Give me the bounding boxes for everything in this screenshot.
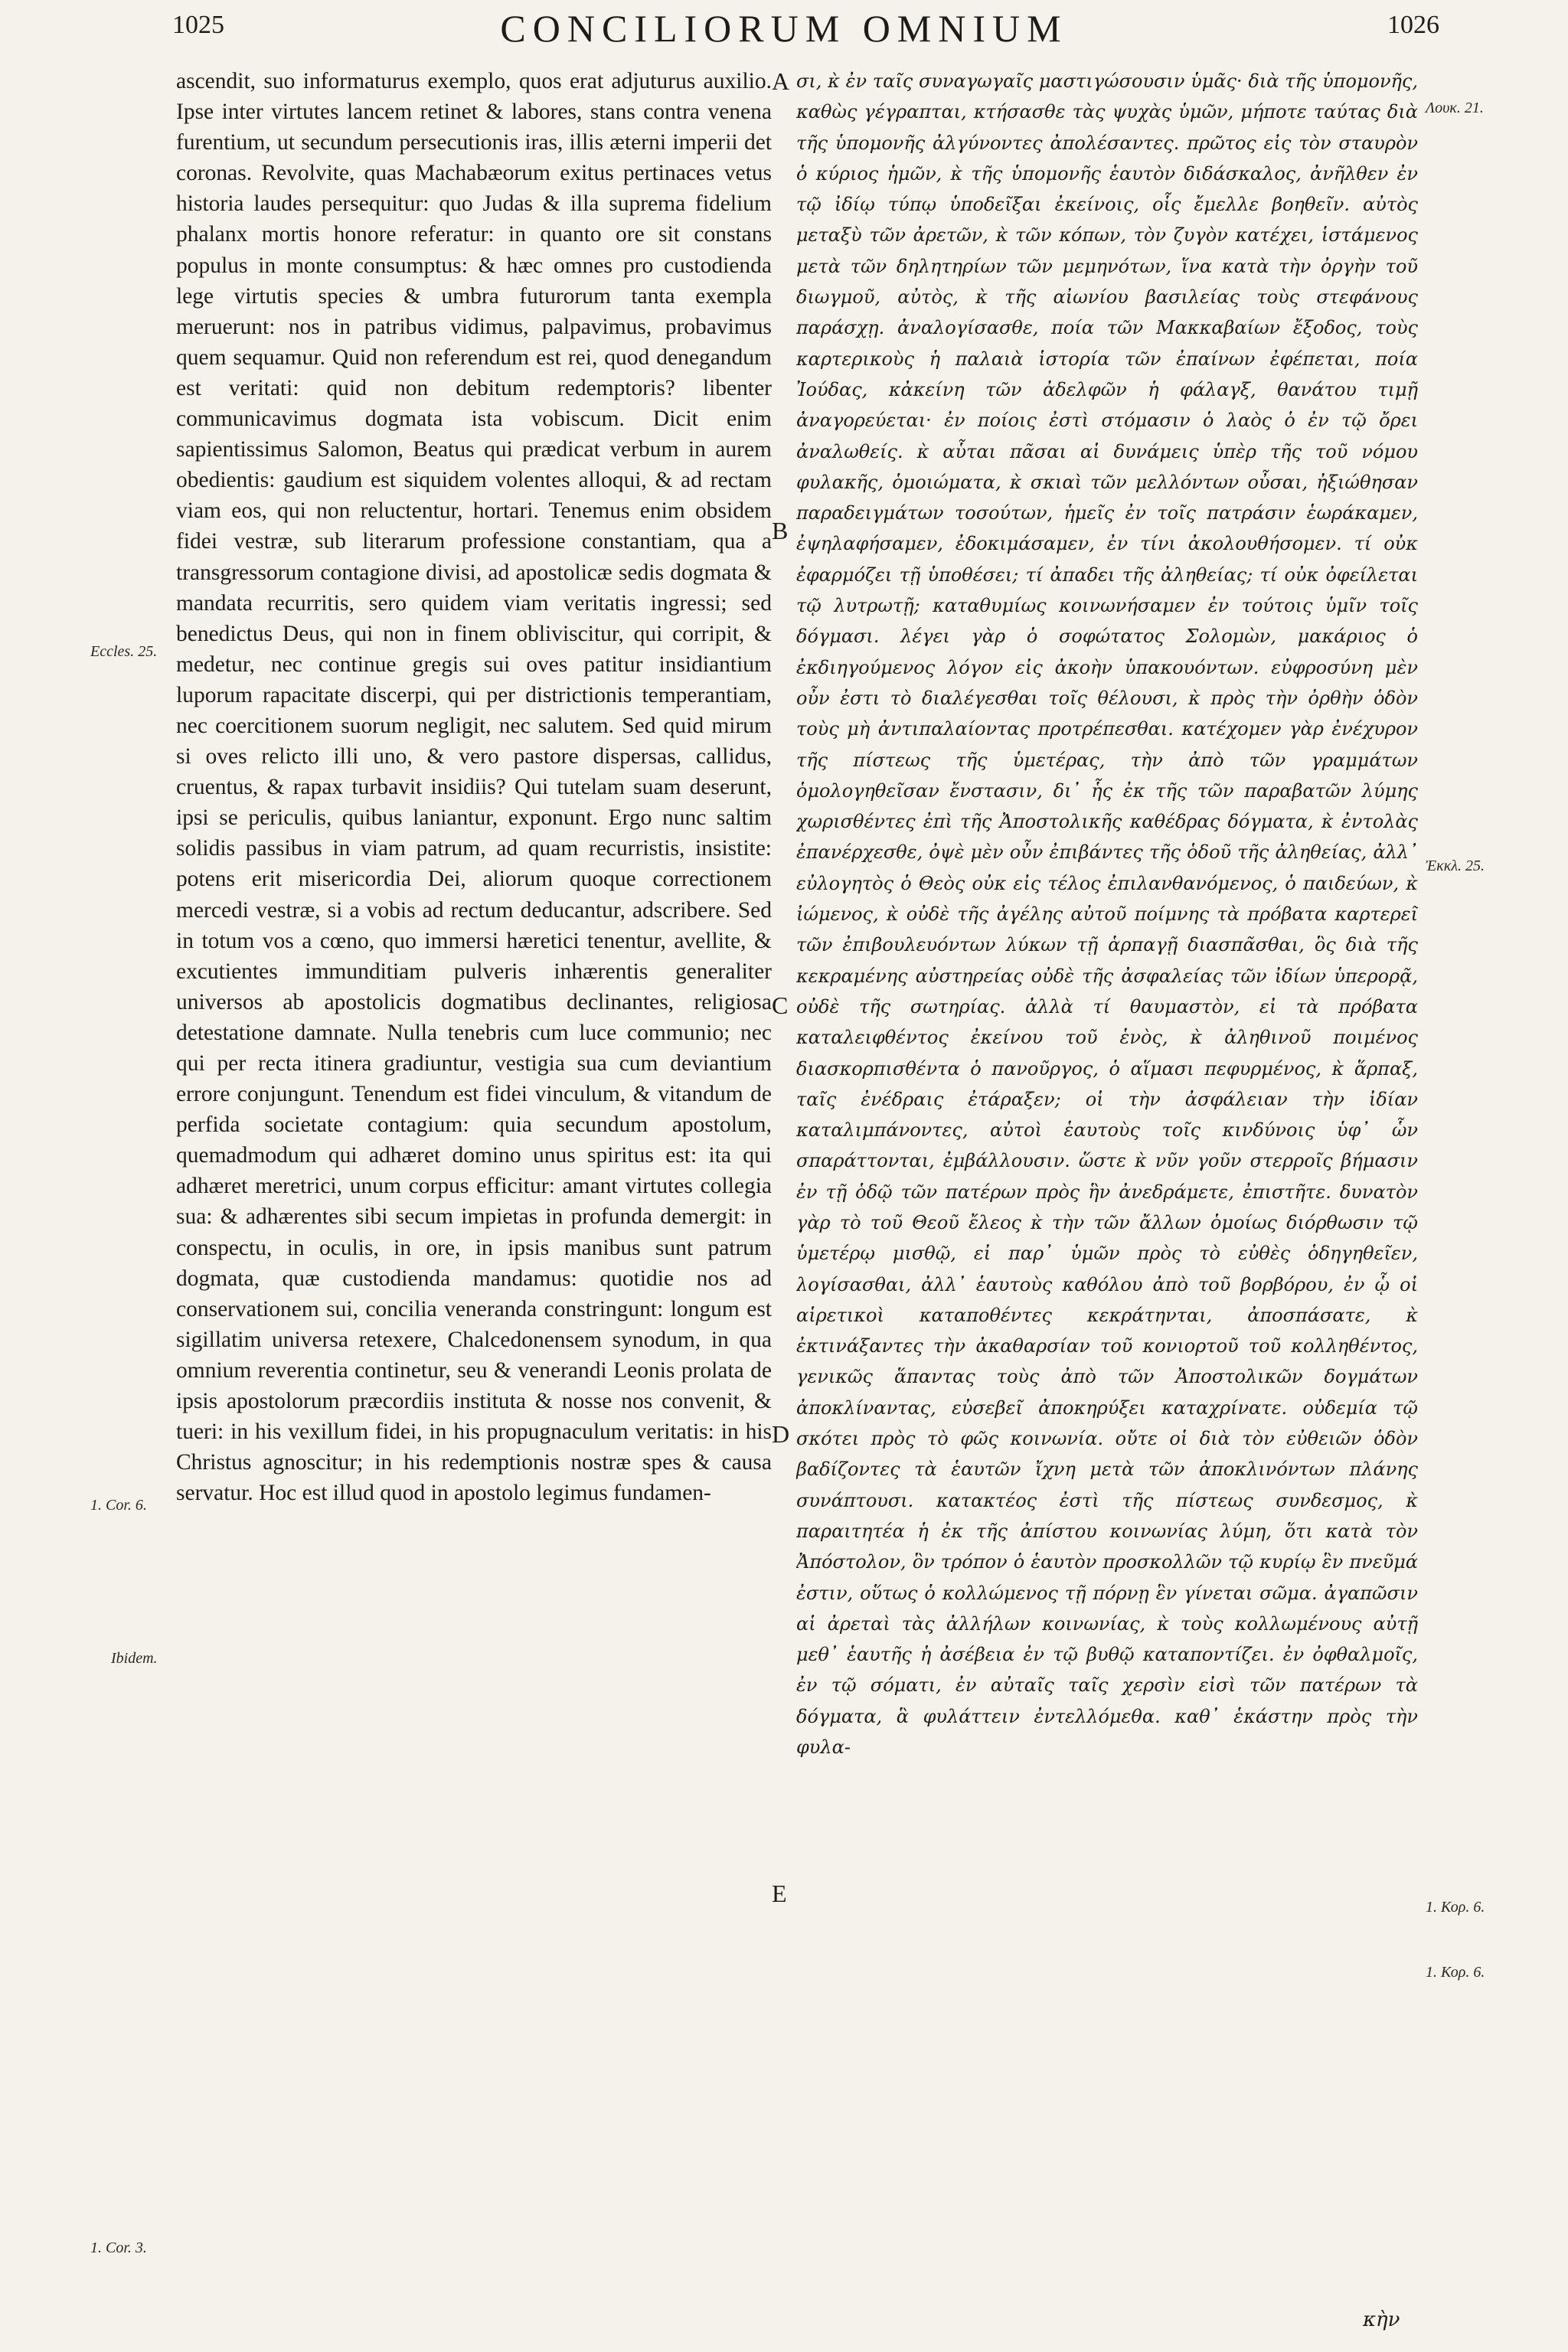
section-letter: B [772, 517, 789, 544]
margin-note-right: Λουκ. 21. [1426, 100, 1484, 116]
running-header [0, 6, 1568, 55]
margin-note-left: 1. Cor. 6. [90, 1497, 147, 1514]
greek-column [796, 66, 1418, 2332]
catchword: κὴν [1363, 2308, 1400, 2331]
section-letter: A [772, 67, 790, 95]
section-letter: C [772, 991, 789, 1019]
latin-text: ascendit, suo informaturus exemplo, quos erat adjuturus auxilio. Ipse inter virtutes lancem retinet & labores, stans contra venena furentium, ut secundum persecutionis iras, illis æterni imperii det coronas. Revolvite, quas Machabæorum exitus pertinaces vetus historia laudes persequitur: quo Judas & illa suprema fidelium phalanx mortis honore referatur: in quanto ore sit constans populus in monte consumptus: & hæc omnes pro custodienda lege virtutis species & umbra futurorum tanta exempla meruerunt: nos in patribus vidimus, palpavimus, probavimus quem sequamur. Quid non referendum est rei, quod denegandum est veritati: quid non debitum redemptoris? libenter communicavimus dogmata ista vobiscum. Dicit enim sapientissimus Salomon, Beatus qui prædicat verbum in aurem obedientis: gaudium est siquidem volentes alloqui, & ad rectam viam eos, qui non reluctentur, hortari. Tenemus enim obsidem fidei vestræ, sub literarum professione constantiam, qua a transgressorum contagione divisi, ad apostolicæ sedis dogmata & mandata recurritis, sero quidem viam veritatis ingressi; sed benedictus Deus, qui non in finem obliviscitur, qui corripit, & medetur, nec continue gregis sui oves patitur insidiantium luporum rapacitate discerpi, qui per districtionis temperantiam, nec coercitionem suorum negligit, nec salutem. Sed quid mirum si oves relicto illi uno, & vero pastore dispersas, callidus, cruentus, & rapax turbavit insidiis? Qui tutelam suam deserunt, ipsi se periculis, quibus laniantur, exponunt. Ergo nunc saltim solidis passibus in viam patrum, ad quam recurristis, insistite: potens erit misericordia Dei, aliorum quoque correctionem mercedi vestræ, si a vobis ad rectum deducantur, adscribere. Sed in totum vos a cœno, quo immersi hæretici tenentur, avellite, & excutientes immunditiam pulveris inhærentis generaliter universos ab apostolicis dogmatibus declinantes, religiosa detestatione damnate. Nulla tenebris cum luce communio; nec qui per recta itinera gradiuntur, vestigia sua cum deviantium errore conjungunt. Tenendum est fidei vinculum, & vitandum de perfida societate contagium: quia secundum apostolum, quemadmodum qui adhæret domino unus spiritus est: ita qui adhæret meretrici, unum corpus efficitur: amant virtutes collegia sua: & adhærentes sibi secum impietas in profunda demergit: in conspectu, in oculis, in ore, in ipsis manibus sunt patrum dogmata, quæ custodienda mandamus: quotidie nos ad conservationem sui, concilia veneranda constringunt: longum est sigillatim universa retexere, Chalcedonensem synodum, in qua omnium reverentia continetur, seu & venerandi Leonis prolata de ipsis apostolorum præcordiis instituta & nosse nos convenit, & tueri: in his vexillum fidei, in his propugnaculum veritatis: in his Christus agnoscitur; in his redemptionis nostræ spes & causa servatur. Hoc est illud quod in apostolo legimus fundamen- [176, 69, 772, 1506]
page-number-left: 1025 [172, 11, 224, 39]
section-letter: E [772, 1880, 787, 1907]
latin-column [176, 66, 772, 2332]
margin-note-left: Eccles. 25. [90, 643, 158, 660]
margin-note-left: 1. Cor. 3. [90, 2239, 147, 2256]
margin-note-right: Ἐκκλ. 25. [1426, 858, 1485, 874]
section-letter: D [772, 1420, 790, 1448]
margin-note-right: 1. Κορ. 6. [1426, 1964, 1485, 1981]
margin-note-left: Ibidem. [111, 1650, 158, 1667]
running-title: CONCILIORUM OMNIUM [500, 7, 1068, 50]
page-number-right: 1026 [1387, 11, 1439, 39]
margin-note-right: 1. Κορ. 6. [1426, 1899, 1485, 1916]
greek-text: σι, κ̀ ἐν ταῖς συναγωγαῖς μαστιγώσουσιν ὑμᾶς· διὰ τῆς ὑπομονῆς, καθὼς γέγραπται, κτήσασθε τὰς ψυχὰς ὑμῶν, μήποτε ταύτας διὰ τῆς ὑπομονῆς ἀλγύνοντες ἀπολέσαντες. πρῶτος εἰς τὸν σταυρὸν ὁ κύριος ἡμῶν, κ̀ τῆς ὑπομονῆς ἑαυτὸν διδάσκαλος, ἀνῆλθεν ἐν τῷ ἰδίῳ τύπῳ ὑποδεῖξαι ἐκείνοις, οἷς ἔμελλε βοηθεῖν. αὐτὸς μεταξὺ τῶν ἀρετῶν, κ̀ τῶν κόπων, τὸν ζυγὸν κατέχει, ἱστάμενος μετὰ τῶν δηλητηρίων τῶν μεμηνότων, ἵνα κατὰ τὴν ὀργὴν τοῦ διωγμοῦ, αὐτὸς, κ̀ τῆς αἰωνίου βασιλείας τοὺς στεφάνους παράσχῃ. ἀναλογίσασθε, ποία τῶν Μακκαβαίων ἔξοδος, τοὺς καρτερικοὺς ἡ παλαιὰ ἱστορία τῶν ἐπαίνων ἐφέπεται, ποία Ἰούδας, κἀκείνη τῶν ἀδελφῶν ἡ φάλαγξ, θανάτου τιμῇ ἀναγορεύεται· ἐν ποίοις ἐστὶ στόμασιν ὁ λαὸς ὁ ἐν τῷ ὄρει ἀναλωθείς. κ̀ αὗται πᾶσαι αἱ δυνάμεις ὑπὲρ τῆς τοῦ νόμου φυλακῆς, ὁμοιώματα, κ̀ σκιαὶ τῶν μελλόντων οὖσαι, ἠξιώθησαν παραδειγμάτων τοσούτων, ἡμεῖς ἐν τοῖς πατράσιν ἑωράκαμεν, ἐψηλαφήσαμεν, ἐδοκιμάσαμεν, ἐν τίνι ἀκολουθήσομεν. τί οὐκ ἐφαρμόζει τῇ ὑποθέσει; τί ἀπαδει τῆς ἀληθείας; τί οὐκ ὀφείλεται τῷ λυτρωτῇ; καταθυμίως κοινωνήσαμεν ἐν τούτοις ὑμῖν τοῖς δόγμασι. λέγει γὰρ ὁ σοφώτατος Σολομὼν, μακάριος ὁ ἐκδιηγούμενος λόγον εἰς ἀκοὴν ὑπακουόντων. εὐφροσύνη μὲν οὖν ἐστι τὸ διαλέγεσθαι τοῖς θέλουσι, κ̀ πρὸς τὴν ὀρθὴν ὁδὸν τοὺς μὴ ἀντιπαλαίοντας προτρέπεσθαι. κατέχομεν γὰρ ἐνέχυρον τῆς πίστεως τῆς ὑμετέρας, τὴν ἀπὸ τῶν γραμμάτων ὁμολογηθεῖσαν ἔνστασιν, δι᾽ ἧς ἐκ τῆς τῶν παραβατῶν λύμης χωρισθέντες ἐπὶ τῆς Ἀποστολικῆς καθέδρας δόγματα, κ̀ ἐντολὰς ἐπανέρχεσθε, ὀψὲ μὲν οὖν ἐπιβάντες τῆς ὁδοῦ τῆς ἀληθείας, ἀλλ᾽ εὐλογητὸς ὁ Θεὸς οὐκ εἰς τέλος ἐπιλανθανόμενος, ὁ παιδεύων, κ̀ ἰώμενος, κ̀ οὐδὲ τῆς ἀγέλης αὐτοῦ ποίμνης τὰ πρόβατα καρτερεῖ τῶν ἐπιβουλευόντων λύκων τῇ ἁρπαγῇ διασπᾶσθαι, ὃς διὰ τῆς κεκραμένης αὐστηρείας οὐδὲ τῆς ἀσφαλείας τῶν ἰδίων ὑπερορᾷ, οὐδὲ τῆς σωτηρίας. ἀλλὰ τί θαυμαστὸν, εἰ τὰ πρόβατα καταλειφθέντος ἐκείνου τοῦ ἑνὸς, κ̀ ἀληθινοῦ ποιμένος διασκορπισθέντα ὁ πανοῦργος, ὁ αἵμασι πεφυρμένος, κ̀ ἅρπαξ, ταῖς ἐνέδραις ἐτάραξεν; οἱ τὴν ἀσφάλειαν τὴν ἰδίαν καταλιμπάνοντες, αὐτοὶ ἑαυτοὺς τοῖς κινδύνοις ὑφ᾽ ὧν σπαράττονται, ἐμβάλλουσιν. ὥστε κ̀ νῦν γοῦν στερροῖς βήμασιν ἐν τῇ ὁδῷ τῶν πατέρων πρὸς ἣν ἀνεδράμετε, ἐπιστῆτε. δυνατὸν γὰρ τὸ τοῦ Θεοῦ ἔλεος κ̀ τὴν τῶν ἄλλων ὁμοίως διόρθωσιν τῷ ὑμετέρῳ μισθῷ, εἰ παρ᾽ ὑμῶν πρὸς τὸ εὐθὲς ὁδηγηθεῖεν, λογίσασθαι, ἀλλ᾽ ἑαυτοὺς καθόλου ἀπὸ τοῦ βορβόρου, ἐν ᾧ οἱ αἱρετικοὶ καταποθέντες κεκράτηνται, ἀποσπάσατε, κ̀ ἐκτινάξαντες τὴν ἀκαθαρσίαν τοῦ κονιορτοῦ τοῦ κολληθέντος, γενικῶς ἅπαντας τοὺς ἀπὸ τῶν Ἀποστολικῶν δογμάτων ἀποκλίναντας, εὐσεβεῖ ἀποκηρύξει καταχρίνατε. οὐδεμία τῷ σκότει πρὸς τὸ φῶς κοινωνία. οὔτε οἱ διὰ τὸν εὐθειῶν ὁδὸν βαδίζοντες τὰ ἑαυτῶν ἴχνη μετὰ τῶν ἀποκλινόντων πλάνης συνάπτουσι. κατακτέος ἐστὶ τῆς πίστεως συνδεσμος, κ̀ παραιτητέα ἡ ἐκ τῆς ἀπίστου κοινωνίας λύμη, ὅτι κατὰ τὸν Ἀπόστολον, ὃν τρόπον ὁ ἑαυτὸν προσκολλῶν τῷ κυρίῳ ἓν πνεῦμά ἐστιν, οὕτως ὁ κολλώμενος τῇ πόρνῃ ἓν γίνεται σῶμα. ἀγαπῶσιν αἱ ἀρεταὶ τὰς ἀλλήλων κοινωνίας, κ̀ τοὺς κολλωμένους αὐτῇ μεθ᾽ ἑαυτῆς ἡ ἀσέβεια ἐν τῷ βυθῷ καταποντίζει. ἐν ὀφθαλμοῖς, ἐν τῷ σόματι, ἐν αὐταῖς ταῖς χερσὶν εἰσὶ τῶν πατέρων τὰ δόγματα, ἃ φυλάττειν ἐντελλόμεθα. καθ᾽ ἑκάστην πρὸς τὴν φυλα- [796, 70, 1418, 1759]
